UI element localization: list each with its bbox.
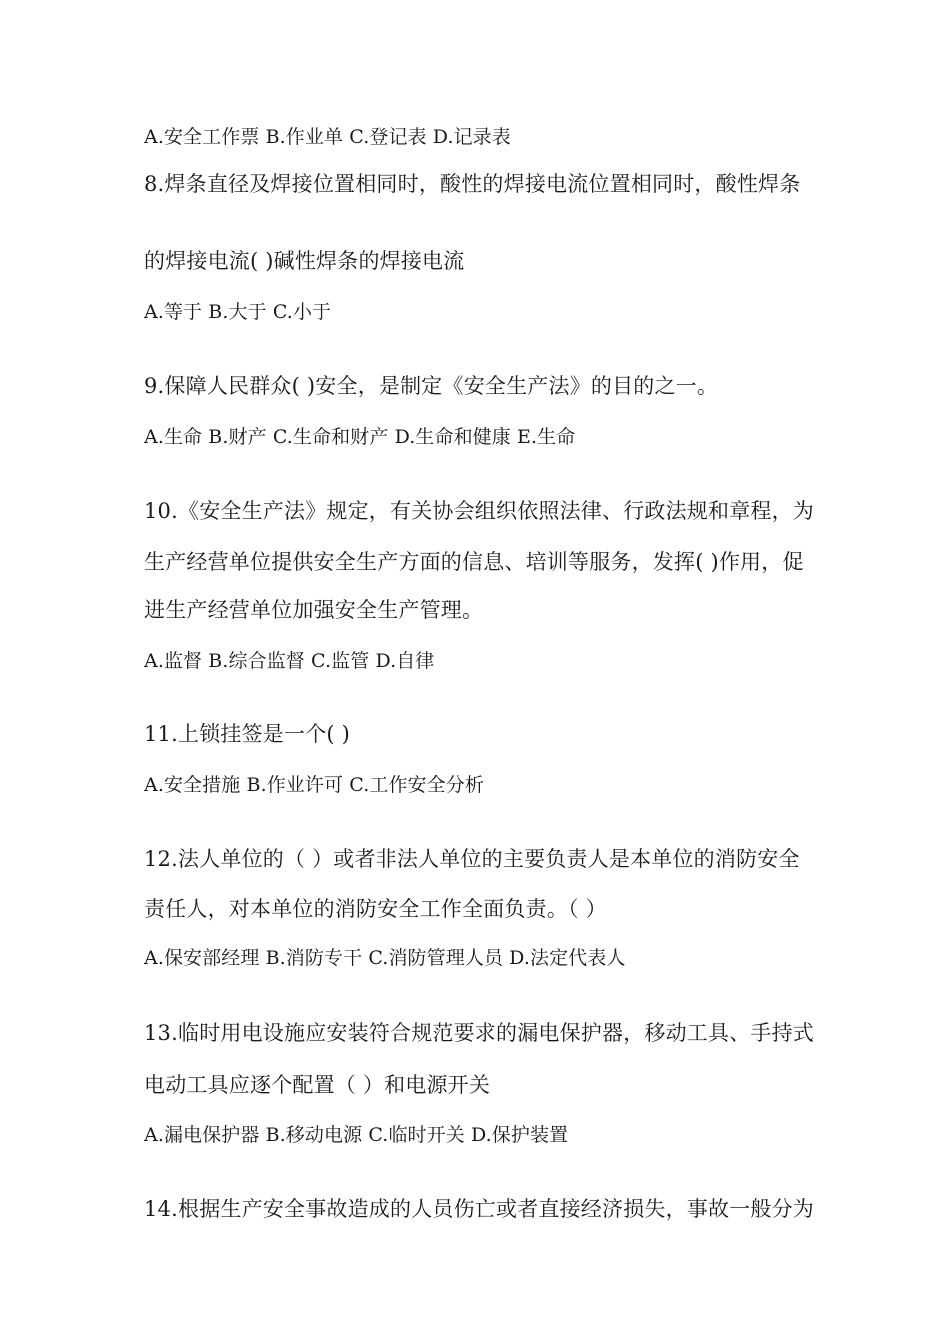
q8-options: A.等于 B.大于 C.小于 [144, 301, 332, 323]
q7-options: A.安全工作票 B.作业单 C.登记表 D.记录表 [144, 126, 511, 148]
q13-text-line-1: 13.临时用电设施应安装符合规范要求的漏电保护器，移动工具、手持式 [144, 1021, 814, 1045]
q11-options: A.安全措施 B.作业许可 C.工作安全分析 [144, 774, 484, 796]
q9-text: 9.保障人民群众( )安全，是制定《安全生产法》的目的之一。 [144, 374, 719, 398]
q12-text-line-1: 12.法人单位的（ ）或者非法人单位的主要负责人是本单位的消防安全 [144, 847, 800, 871]
q9-options: A.生命 B.财产 C.生命和财产 D.生命和健康 E.生命 [144, 426, 576, 448]
q13-text-line-2: 电动工具应逐个配置（ ）和电源开关 [144, 1073, 491, 1097]
q10-text-line-2: 生产经营单位提供安全生产方面的信息、培训等服务，发挥( )作用，促 [144, 550, 804, 574]
q8-text-line-2: 的焊接电流( )碱性焊条的焊接电流 [144, 249, 465, 273]
q12-options: A.保安部经理 B.消防专干 C.消防管理人员 D.法定代表人 [144, 947, 626, 969]
q8-text-line-1: 8.焊条直径及焊接位置相同时，酸性的焊接电流位置相同时，酸性焊条 [144, 172, 801, 196]
q13-options: A.漏电保护器 B.移动电源 C.临时开关 D.保护装置 [144, 1124, 569, 1146]
q10-text-line-3: 进生产经营单位加强安全生产管理。 [144, 598, 484, 622]
q11-text: 11.上锁挂签是一个( ) [144, 722, 351, 746]
q12-text-line-2: 责任人，对本单位的消防安全工作全面负责。（ ） [144, 897, 607, 921]
q10-options: A.监督 B.综合监督 C.监管 D.自律 [144, 650, 435, 672]
q10-text-line-1: 10.《安全生产法》规定，有关协会组织依照法律、行政法规和章程，为 [144, 499, 814, 523]
q14-text-line-1: 14.根据生产安全事故造成的人员伤亡或者直接经济损失，事故一般分为 [144, 1197, 814, 1221]
